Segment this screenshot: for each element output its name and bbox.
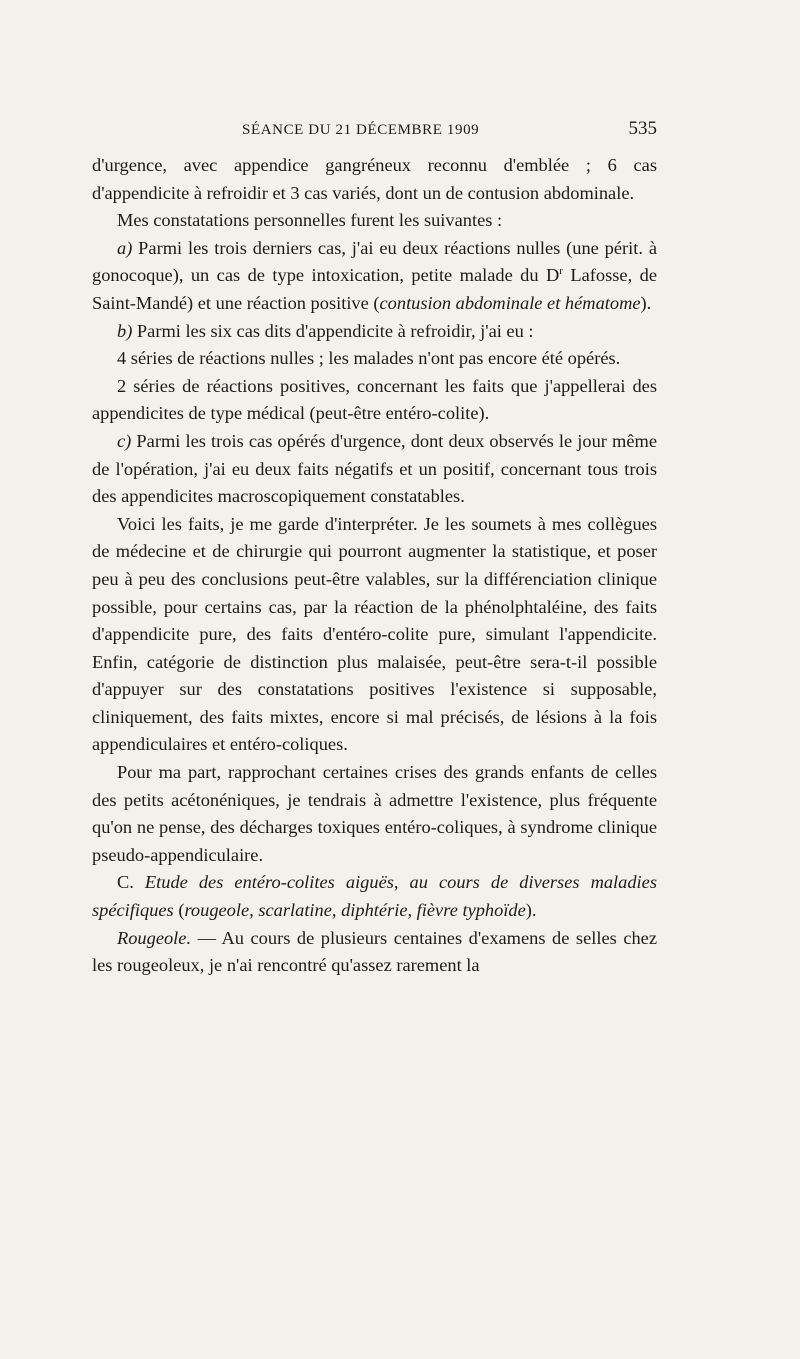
paragraph [92, 345, 657, 373]
text-segment: b) [117, 320, 133, 341]
text-segment: Rougeole. [117, 927, 192, 948]
paragraph [92, 511, 657, 759]
paragraph [92, 207, 657, 235]
text-segment: Mes constatations personnelles furent les suivantes : [117, 210, 503, 231]
text-segment: Etude des entéro-colites aiguës, au cours de diverses maladies spécifiques [92, 872, 657, 921]
paragraph [92, 869, 657, 924]
paragraph [92, 318, 657, 346]
text-segment: r [559, 265, 563, 278]
body-text [92, 152, 657, 980]
text-segment: d'urgence, avec appendice gangréneux reconnu d'emblée ; 6 cas d'appendicite à refroidir et 3 cas variés, dont un de contusion abdominale. [92, 155, 657, 203]
paragraph [92, 235, 657, 318]
text-segment: c) [117, 430, 132, 451]
paragraph [92, 152, 657, 207]
paragraph [92, 373, 657, 428]
paragraph [92, 428, 657, 511]
text-segment: rougeole, scarlatine, diphtérie, fièvre typhoïde [184, 900, 526, 921]
text-segment: ). [640, 292, 652, 313]
paragraph [92, 925, 657, 980]
text-segment: 2 séries de réactions positives, concernant les faits que j'appellerai des appendicites de type médical (peut-être entéro-colite). [92, 375, 657, 424]
text-segment: Pour ma part, rapprochant certaines crises des grands enfants de celles des petits acétonéniques, je tendrais à admettre l'existence, plus fréquente qu'on ne pense, des décharges toxiques entéro-coliques, à syndrome clinique pseudo-appendiculaire. [92, 762, 657, 865]
text-segment: ( [173, 900, 185, 921]
paragraph [92, 759, 657, 869]
text-segment: Voici les faits, je me garde d'interpréter. Je les soumets à mes collègues de médecine et de chirurgie qui pourront augmenter la statistique, et poser peu à peu des conclusions peut-être valables, sur la différenciation clinique possible, pour certains cas, par la réaction de la phénolphtaléine, des faits d'appendicite pure, des faits d'entéro-colite pure, simulant l'appendicite. Enfin, catégorie de distinction plus malaisée, peut-être sera-t-il possible d'appuyer sur des constatations positives l'existence si supposable, cliniquement, des faits mixtes, encore si mal précisés, de lésions à la fois appendiculaires et entéro-coliques. [92, 513, 657, 755]
page-number: 535 [628, 118, 657, 139]
text-segment: Parmi les six cas dits d'appendicite à refroidir, j'ai eu : [132, 320, 534, 341]
text-segment: C. [117, 872, 145, 893]
text-segment: ). [525, 900, 537, 921]
text-segment: Lafosse, de Saint-Mandé) et une réaction positive ( [92, 265, 657, 313]
text-segment: — Au cours de plusieurs centaines d'examens de selles chez les rougeoleux, je n'ai rencontré qu'assez rarement la [92, 927, 657, 976]
running-header [92, 118, 657, 144]
text-segment: Parmi les trois derniers cas, j'ai eu deux réactions nulles (une périt. à gonocoque), un cas de type intoxication, petite malade du D [92, 237, 657, 286]
text-segment: a) [117, 237, 133, 258]
text-segment: Parmi les trois cas opérés d'urgence, dont deux observés le jour même de l'opération, j'ai eu deux faits négatifs et un positif, concernant tous trois des appendicites macroscopiquement constatables. [92, 430, 657, 507]
text-segment: 4 séries de réactions nulles ; les malades n'ont pas encore été opérés. [117, 348, 621, 369]
header-title: SÉANCE DU 21 DÉCEMBRE 1909 [242, 122, 480, 138]
text-segment: contusion abdominale et hématome [379, 292, 641, 313]
